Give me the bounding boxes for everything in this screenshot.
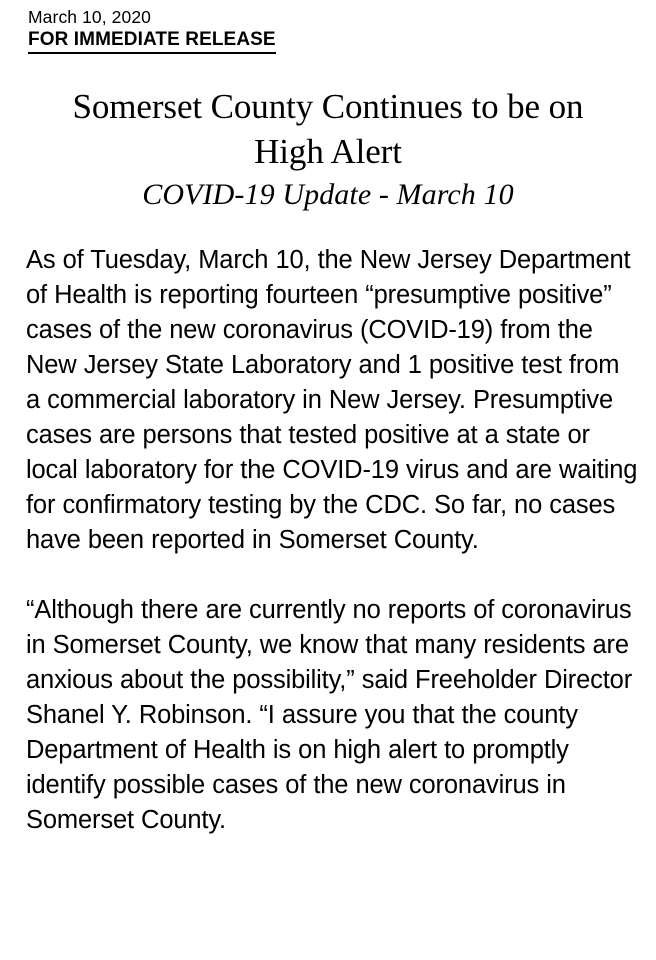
title-block: [28, 84, 628, 215]
release-date: March 10, 2020: [28, 7, 152, 27]
body-paragraph: “Although there are currently no reports of coronavirus in Somerset County, we know that many residents are anxious about the possibility,” said Freeholder Director Shanel Y. Robinson. “I assure you that the county Department of Health is on high alert to promptly identify possible cases of the new coronavirus in Somerset County.: [26, 596, 633, 834]
document-header: [28, 6, 628, 54]
release-notice: FOR IMMEDIATE RELEASE: [28, 28, 276, 54]
page-subtitle: COVID-19 Update - March 10: [142, 178, 514, 211]
document-body: [26, 243, 638, 838]
body-paragraph: As of Tuesday, March 10, the New Jersey Department of Health is reporting fourteen “presumptive positive” cases of the new coronavirus (COVID-19) from the New Jersey State Laboratory and 1 positive test from a commercial laboratory in New Jersey. Presumptive cases are persons that tested positive at a state or local laboratory for the COVID-19 virus and are waiting for confirmatory testing by the CDC. So far, no cases have been reported in Somerset County.: [26, 246, 638, 554]
page-title: Somerset County Continues to be on High Alert: [72, 87, 584, 171]
